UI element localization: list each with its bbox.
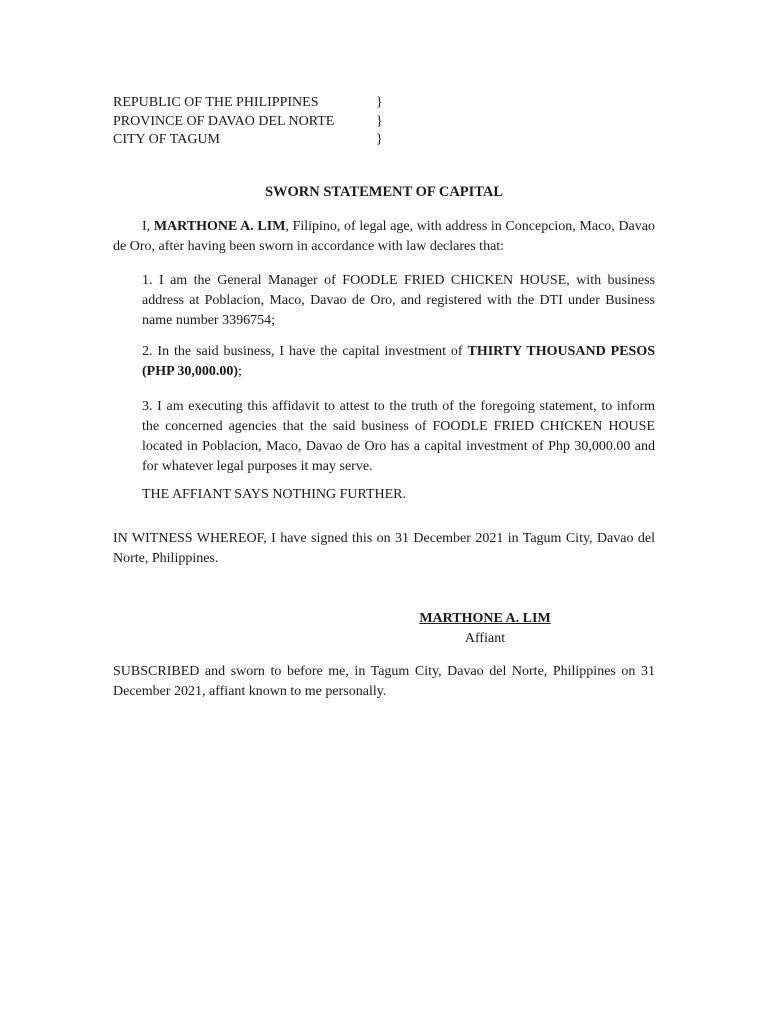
venue-brace: } bbox=[376, 113, 383, 129]
venue-line-province bbox=[113, 113, 383, 132]
capital-amount: THIRTY THOUSAND PESOS (PHP 30,000.00) bbox=[142, 344, 655, 379]
signature-name: MARTHONE A. LIM bbox=[419, 611, 551, 626]
venue-brace: } bbox=[376, 132, 383, 147]
venue-text: PROVINCE OF DAVAO DEL NORTE bbox=[113, 113, 335, 129]
venue-line-city bbox=[113, 131, 383, 150]
signature-block bbox=[385, 609, 585, 649]
item2-prefix: 2. In the said business, I have the capital investment of bbox=[142, 344, 468, 359]
intro-rest: , Filipino, of legal age, with address in Concepcion, Maco, Davao de Oro, after having been sworn in accordance with law declares that: bbox=[113, 219, 655, 254]
document-title: SWORN STATEMENT OF CAPITAL bbox=[264, 184, 504, 200]
intro-prefix: I, bbox=[142, 219, 154, 234]
venue-block bbox=[113, 94, 383, 150]
witness-paragraph: IN WITNESS WHEREOF, I have signed this on 31 December 2021 in Tagum City, Davao del Norte, Philippines. bbox=[113, 531, 655, 566]
venue-text: CITY OF TAGUM bbox=[113, 132, 220, 147]
statement-item-3: 3. I am executing this affidavit to attest to the truth of the foregoing statement, to inform the concerned agencies that the said business of FOODLE FRIED CHICKEN HOUSE located in Poblacion, Maco, Davao de Oro has a capital investment of Php 30,000.00 and for whatever legal purposes it may serve. bbox=[142, 399, 655, 474]
venue-text: REPUBLIC OF THE PHILIPPINES bbox=[113, 95, 319, 110]
venue-brace: } bbox=[376, 95, 383, 110]
item2-suffix: ; bbox=[238, 364, 242, 379]
signature-role: Affiant bbox=[464, 631, 506, 646]
affiant-name: MARTHONE A. LIM bbox=[153, 219, 286, 234]
closing-statement: THE AFFIANT SAYS NOTHING FURTHER. bbox=[142, 487, 407, 502]
statement-item-2 bbox=[142, 342, 655, 382]
jurat-paragraph: SUBSCRIBED and sworn to before me, in Tagum City, Davao del Norte, Philippines on 31 December 2021, affiant known to me personally. bbox=[113, 664, 655, 699]
intro-paragraph bbox=[113, 217, 655, 257]
statement-item-1: 1. I am the General Manager of FOODLE FRIED CHICKEN HOUSE, with business address at Poblacion, Maco, Davao de Oro, and registered with the DTI under Business name number 3396754; bbox=[142, 273, 655, 328]
venue-line-republic bbox=[113, 94, 383, 113]
